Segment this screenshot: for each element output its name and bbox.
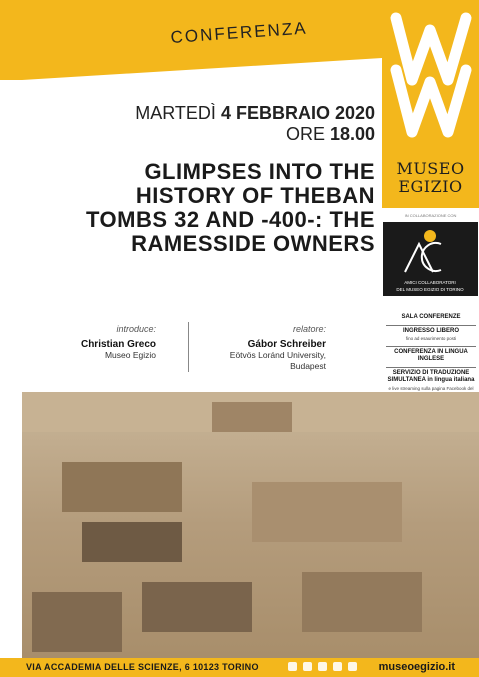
speaker-affiliation-city: Budapest: [290, 361, 326, 371]
speaker-introduce: [60, 324, 156, 361]
partner-line2: DEL MUSEO EGIZIO DI TORINO: [396, 287, 464, 292]
speaker-affiliation: Museo Egizio: [104, 350, 156, 360]
info-item: INGRESSO LIBERO fino ad esaurimento posti: [386, 326, 476, 347]
info-item: SALA CONFERENZE: [386, 312, 476, 326]
speaker-role: introduce:: [116, 324, 156, 334]
info-item: SERVIZIO DI TRADUZIONE SIMULTANEA in lingua italiana e live streaming sulla pagina Facebook del: [387, 369, 475, 391]
speaker-name: Gábor Schreiber: [247, 339, 326, 350]
event-date: MARTEDÌ 4 FEBBRAIO 2020: [135, 103, 375, 123]
excavation-photo: [22, 392, 479, 658]
partner-line1: AMICI COLLABORATORI: [404, 280, 456, 285]
facebook-icon[interactable]: [288, 662, 297, 671]
speaker-relatore: [200, 324, 326, 372]
footer-bar: [0, 658, 479, 677]
website-link[interactable]: museoegizio.it: [378, 661, 455, 673]
instagram-icon[interactable]: [333, 662, 342, 671]
speaker-role: relatore:: [292, 324, 326, 334]
event-info-list: [386, 312, 476, 403]
social-icons: [288, 662, 357, 671]
partner-caption: IN COLLABORAZIONE CON: [404, 213, 457, 218]
museum-name: MUSEO EGIZIO: [396, 159, 465, 196]
speaker-affiliation: Eötvös Loránd University,: [229, 350, 326, 360]
category-label: CONFERENZA: [170, 18, 309, 47]
event-time: ORE 18.00: [285, 124, 375, 144]
address: VIA ACCADEMIA DELLE SCIENZE, 6 10123 TORINO: [26, 662, 259, 672]
youtube-icon[interactable]: [303, 662, 312, 671]
partner-logo-acme: [383, 222, 478, 296]
lecture-title: GLIMPSES INTO THE HISTORY OF THEBAN TOMBS 32 AND -400-: THE RAMESSIDE OWNERS: [86, 159, 375, 256]
museum-logo-panel: [382, 0, 479, 208]
museum-logo-mark: [382, 0, 479, 150]
twitter-icon[interactable]: [318, 662, 327, 671]
speaker-name: Christian Greco: [80, 339, 156, 350]
info-item: CONFERENZA IN LINGUA INGLESE: [386, 347, 476, 368]
linkedin-icon[interactable]: [348, 662, 357, 671]
speaker-divider: [188, 322, 189, 372]
